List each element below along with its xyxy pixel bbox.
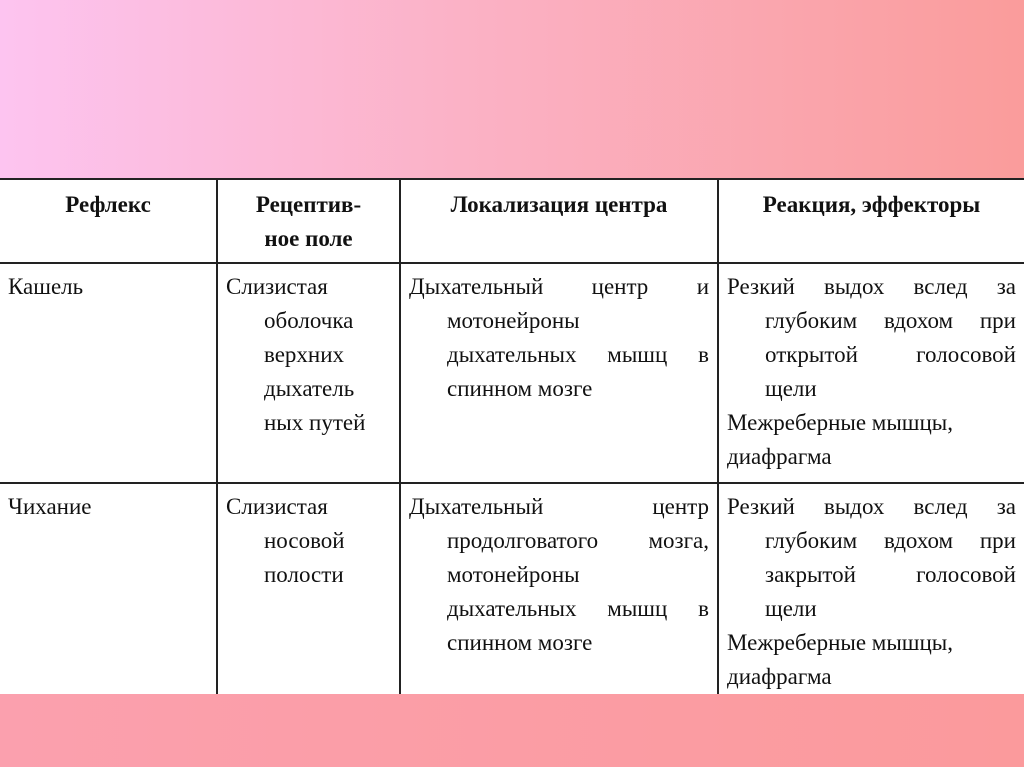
cell-receptive-field	[217, 483, 400, 703]
reflex-table-container	[0, 178, 1024, 694]
receptive-field-text: Слизистая оболочка верхних дыхатель ных путей	[226, 274, 366, 435]
header-receptive-field	[217, 179, 400, 263]
header-reflex: Рефлекс	[0, 179, 217, 263]
reaction-text: Резкий выдох вслед за глубоким вдохом при закрытой голосовой щели	[727, 494, 1016, 621]
table-header-row	[0, 179, 1024, 263]
center-text: Дыхательный центр и мотонейроны дыхательных мышц в спинном мозге	[409, 274, 709, 401]
table-row	[0, 263, 1024, 483]
cell-reflex: Кашель	[0, 263, 217, 483]
cell-reaction	[718, 483, 1024, 703]
cell-reflex: Чихание	[0, 483, 217, 703]
cell-reaction	[718, 263, 1024, 483]
header-center-location: Локализация центра	[400, 179, 718, 263]
header-reaction-effectors: Реакция, эффекторы	[718, 179, 1024, 263]
top-decorative-band	[0, 0, 1024, 178]
header-receptive-line-2: ное поле	[264, 226, 353, 251]
effectors-text: Межреберные мышцы, диафрагма	[727, 630, 954, 689]
bottom-decorative-band	[0, 694, 1024, 767]
cell-center	[400, 483, 718, 703]
effectors-text: Межреберные мышцы, диафрагма	[727, 410, 954, 469]
header-receptive-line-1: Рецептив-	[255, 192, 362, 217]
reflex-table	[0, 178, 1024, 704]
reaction-text: Резкий выдох вслед за глубоким вдохом при открытой голосовой щели	[727, 274, 1016, 401]
table-row	[0, 483, 1024, 703]
receptive-field-text: Слизистая носовой полости	[226, 494, 345, 587]
center-text: Дыхательный центр продолговатого мозга, мотонейроны дыхательных мышц в спинном мозге	[409, 494, 709, 655]
cell-center	[400, 263, 718, 483]
cell-receptive-field	[217, 263, 400, 483]
